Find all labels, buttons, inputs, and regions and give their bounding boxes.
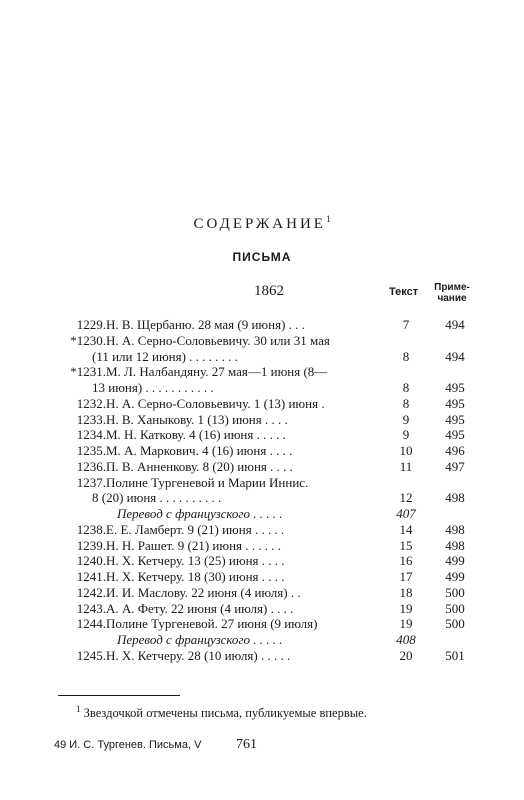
footnote: [76, 704, 367, 721]
table-row: [0, 569, 524, 584]
entry-title: Н. Х. Кетчеру. 13 (25) июня . . . .: [106, 553, 285, 569]
entry-title: Н. А. Серно-Соловьевичу. 30 или 31 мая: [106, 332, 330, 348]
text-page: 11: [399, 458, 413, 474]
notes-page: 495: [445, 380, 465, 395]
entry-title: Н. Н. Рашет. 9 (21) июня . . . . . .: [106, 537, 282, 553]
notes-page: 500: [445, 600, 465, 616]
entry-title: П. В. Анненкову. 8 (20) июня . . . .: [106, 458, 293, 474]
text-page: 10: [399, 443, 413, 458]
entry-number: 1239.: [76, 537, 106, 553]
notes-page: 494: [445, 317, 465, 332]
entry-title: 8 (20) июня . . . . . . . . . .: [92, 490, 222, 506]
text-page: 8: [402, 395, 410, 411]
entry-title: 13 июня) . . . . . . . . . . .: [92, 380, 214, 395]
table-row: [0, 317, 524, 332]
text-page: 8: [402, 380, 410, 395]
text-page: 8: [402, 348, 410, 364]
notes-page: 501: [445, 647, 465, 663]
section-heading: ПИСЬМА: [232, 250, 292, 264]
translation-note: Перевод с французского . . . . .: [117, 506, 283, 521]
text-page: 9: [402, 411, 410, 427]
table-row: [0, 427, 524, 442]
notes-page: 497: [445, 458, 465, 474]
entry-title: М. Л. Налбандяну. 27 мая—1 июня (8—: [106, 364, 328, 380]
page-title: СОДЕРЖАНИЕ$^1$: [193, 214, 331, 232]
entry-number: 1238.: [76, 521, 106, 537]
year-heading: 1862: [254, 283, 284, 299]
entry-number: *1230.: [70, 332, 106, 348]
entry-title: Н. А. Серно-Соловьевичу. 1 (13) июня .: [106, 395, 325, 411]
table-row: [0, 349, 524, 364]
entry-title: А. А. Фету. 22 июня (4 июля) . . . .: [106, 600, 294, 616]
text-page: 16: [399, 553, 413, 569]
notes-page: 495: [445, 427, 465, 443]
column-header-notes: Приме- чание: [434, 282, 470, 304]
notes-page: 495: [445, 395, 465, 411]
text-page: 12: [399, 490, 413, 506]
entry-number: 1233.: [76, 411, 106, 427]
entry-number: 1236.: [76, 458, 106, 474]
notes-page: 500: [445, 616, 465, 632]
text-page: 19: [399, 600, 413, 616]
table-row: [0, 490, 524, 505]
footnote-mark: 1: [76, 704, 81, 714]
table-row: [0, 364, 524, 379]
notes-page: 495: [445, 411, 465, 427]
table-row: [0, 632, 524, 647]
entry-number: 1243.: [76, 600, 106, 616]
table-row: [0, 459, 524, 474]
table-row: [0, 506, 524, 521]
table-row: [0, 553, 524, 568]
page-number: 761: [236, 737, 257, 752]
table-row: [0, 616, 524, 631]
notes-page: 494: [445, 348, 465, 364]
table-row: [0, 396, 524, 411]
notes-page: 499: [445, 553, 465, 569]
entry-title: Н. Х. Кетчеру. 28 (10 июля) . . . . .: [106, 647, 291, 663]
entry-title: Полине Тургеневой и Марии Иннис.: [106, 474, 309, 490]
table-row: [0, 648, 524, 663]
text-page: 9: [402, 427, 410, 443]
text-page: 7: [402, 317, 410, 332]
footnote-rule: [58, 695, 180, 696]
notes-page: 498: [445, 537, 465, 553]
printer-signature: 49 И. С. Тургенев. Письма, V: [54, 739, 202, 751]
entry-number: 1241.: [76, 569, 106, 584]
notes-page: 496: [445, 443, 465, 458]
entry-title: И. И. Маслову. 22 июня (4 июля) . .: [106, 584, 301, 600]
entry-number: 1234.: [76, 427, 106, 443]
table-row: [0, 412, 524, 427]
translation-note: Перевод с французского . . . . .: [117, 632, 283, 647]
footnote-text: Звездочкой отмечены письма, публикуемые впервые.: [83, 706, 367, 721]
table-row: [0, 380, 524, 395]
entry-title: М. А. Маркович. 4 (16) июня . . . .: [106, 443, 293, 458]
text-page: 17: [399, 569, 413, 584]
entry-number: 1232.: [76, 395, 106, 411]
text-page: 14: [399, 521, 413, 537]
notes-page: 498: [445, 490, 465, 506]
entry-title: Н. В. Ханыкову. 1 (13) июня . . . .: [106, 411, 288, 427]
entry-number: 1229.: [76, 317, 106, 332]
column-header-text: Текст: [389, 286, 419, 298]
entry-number: 1244.: [76, 616, 106, 632]
notes-page: 498: [445, 521, 465, 537]
entry-number: *1231.: [70, 364, 106, 380]
entry-number: 1245.: [76, 647, 106, 663]
table-row: [0, 538, 524, 553]
text-page: 20: [399, 647, 413, 663]
entry-title: Н. В. Щербаню. 28 мая (9 июня) . . .: [106, 317, 305, 332]
text-page: 408: [396, 632, 416, 647]
table-row: [0, 333, 524, 348]
entry-title: (11 или 12 июня) . . . . . . . .: [92, 348, 238, 364]
text-page: 19: [399, 616, 413, 632]
entry-title: Е. Е. Ламберт. 9 (21) июня . . . . .: [106, 521, 285, 537]
text-page: 18: [399, 584, 413, 600]
table-row: [0, 585, 524, 600]
notes-page: 500: [445, 584, 465, 600]
entry-title: М. Н. Каткову. 4 (16) июня . . . . .: [106, 427, 286, 443]
entry-title: Н. Х. Кетчеру. 18 (30) июня . . . .: [106, 569, 285, 584]
entry-number: 1237.: [76, 474, 106, 490]
entry-title: Полине Тургеневой. 27 июня (9 июля): [106, 616, 318, 632]
table-row: [0, 443, 524, 458]
table-row: [0, 522, 524, 537]
entry-number: 1242.: [76, 584, 106, 600]
text-page: 407: [396, 506, 416, 521]
table-row: [0, 601, 524, 616]
entry-number: 1240.: [76, 553, 106, 569]
text-page: 15: [399, 537, 413, 553]
title-footnote-mark: 1: [325, 214, 331, 224]
notes-page: 499: [445, 569, 465, 584]
entry-number: 1235.: [76, 443, 106, 458]
table-row: [0, 475, 524, 490]
